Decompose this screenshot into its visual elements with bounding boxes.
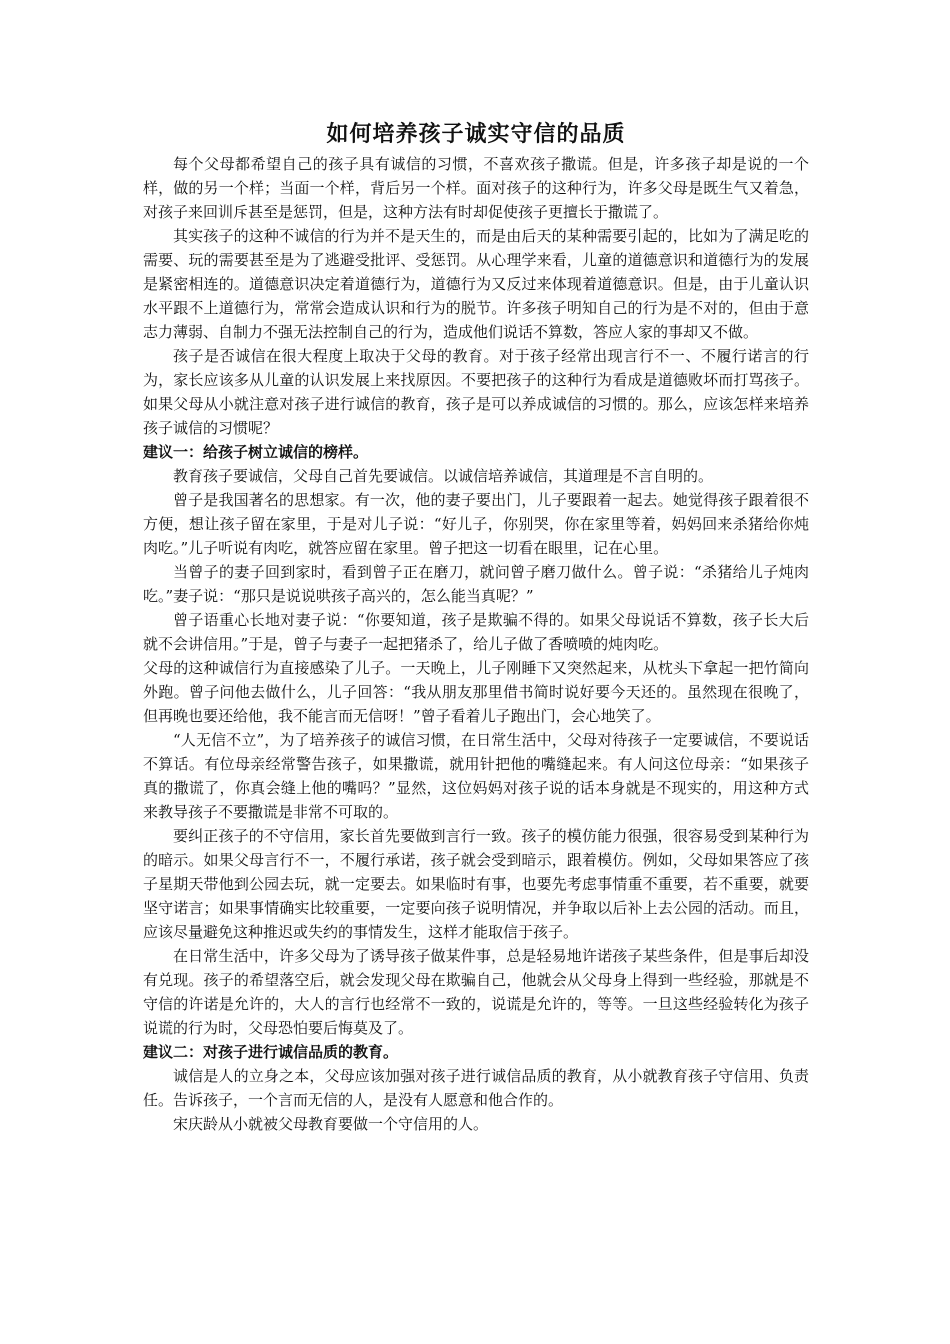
section-2-heading: 建议二：对孩子进行诚信品质的教育。: [143, 1043, 399, 1061]
intro-paragraph-1: 每个父母都希望自己的孩子具有诚信的习惯，不喜欢孩子撒谎。但是，许多孩子却是说的一个样，做的另一个样；当面一个样，背后另一个样。面对孩子的这种行为，许多父母是既生气又着急，对孩子来回训斥甚至是惩罚，但是，这种方法有时却促使孩子更擅长于撒谎了。: [143, 155, 809, 221]
section-1-paragraph-7: 要纠正孩子的不守信用，家长首先要做到言行一致。孩子的模仿能力很强，很容易受到某种行为的暗示。如果父母言行不一，不履行承诺，孩子就会受到暗示，跟着模仿。例如，父母如果答应了孩子星期天带他到公园去玩，就一定要去。如果临时有事，也要先考虑事情重不重要，若不重要，就要坚守诺言；如果事情确实比较重要，一定要向孩子说明情况，并争取以后补上去公园的活动。而且，应该尽量避免这种推迟或失约的事情发生，这样才能取信于孩子。: [143, 827, 809, 941]
section-1-paragraph-2: 曾子是我国著名的思想家。有一次，他的妻子要出门，儿子要跟着一起去。她觉得孩子跟着很不方便，想让孩子留在家里，于是对儿子说：“好儿子，你别哭，你在家里等着，妈妈回来杀猪给你炖肉吃。”儿子听说有肉吃，就答应留在家里。曾子把这一切看在眼里，记在心里。: [143, 491, 809, 557]
section-2-paragraph-1: 诚信是人的立身之本，父母应该加强对孩子进行诚信品质的教育，从小就教育孩子守信用、负责任。告诉孩子，一个言而无信的人，是没有人愿意和他合作的。: [143, 1067, 809, 1109]
section-1-paragraph-8: 在日常生活中，许多父母为了诱导孩子做某件事，总是轻易地许诺孩子某些条件，但是事后却没有兑现。孩子的希望落空后，就会发现父母在欺骗自己，他就会从父母身上得到一些经验，那就是不守信的许诺是允许的，大人的言行也经常不一致的，说谎是允许的，等等。一旦这些经验转化为孩子说谎的行为时，父母恐怕要后悔莫及了。: [143, 947, 809, 1037]
section-1-paragraph-4: 曾子语重心长地对妻子说：“你要知道，孩子是欺骗不得的。如果父母说话不算数，孩子长大后就不会讲信用。”于是，曾子与妻子一起把猪杀了，给儿子做了香喷喷的炖肉吃。: [143, 611, 809, 653]
section-1-paragraph-6: “人无信不立”，为了培养孩子的诚信习惯，在日常生活中，父母对待孩子一定要诚信，不要说话不算话。有位母亲经常警告孩子，如果撒谎，就用针把他的嘴缝起来。有人问这位母亲：“如果孩子真的撒谎了，你真会缝上他的嘴吗？”显然，这位妈妈对孩子说的话本身就是不现实的，用这种方式来教导孩子不要撒谎是非常不可取的。: [143, 731, 809, 821]
section-2-paragraph-2: 宋庆龄从小就被父母教育要做一个守信用的人。: [173, 1115, 489, 1133]
section-1-paragraph-5: 父母的这种诚信行为直接感染了儿子。一天晚上，儿子刚睡下又突然起来，从枕头下拿起一把竹简向外跑。曾子问他去做什么，儿子回答：“我从朋友那里借书简时说好要今天还的。虽然现在很晚了，但再晚也要还给他，我不能言而无信呀！”曾子看着儿子跑出门，会心地笑了。: [143, 659, 809, 725]
section-1-paragraph-3: 当曾子的妻子回到家时，看到曾子正在磨刀，就问曾子磨刀做什么。曾子说：“杀猪给儿子炖肉吃。”妻子说：“那只是说说哄孩子高兴的，怎么能当真呢？”: [143, 563, 809, 605]
section-1-heading: 建议一：给孩子树立诚信的榜样。: [143, 443, 369, 461]
intro-paragraph-2: 其实孩子的这种不诚信的行为并不是天生的，而是由后天的某种需要引起的，比如为了满足吃的需要、玩的需要甚至是为了逃避受批评、受惩罚。从心理学来看，儿童的道德意识和道德行为的发展是紧密相连的。道德意识决定着道德行为，道德行为又反过来体现着道德意识。但是，由于儿童认识水平跟不上道德行为，常常会造成认识和行为的脱节。许多孩子明知自己的行为是不对的，但由于意志力薄弱、自制力不强无法控制自己的行为，造成他们说话不算数，答应人家的事却又不做。: [143, 227, 809, 341]
section-1-paragraph-1: 教育孩子要诚信，父母自己首先要诚信。以诚信培养诚信，其道理是不言自明的。: [173, 467, 714, 485]
document-page: [143, 120, 809, 1136]
document-title: 如何培养孩子诚实守信的品质: [326, 122, 626, 147]
intro-paragraph-3: 孩子是否诚信在很大程度上取决于父母的教育。对于孩子经常出现言行不一、不履行诺言的行为，家长应该多从儿童的认识发展上来找原因。不要把孩子的这种行为看成是道德败坏而打骂孩子。如果父母从小就注意对孩子进行诚信的教育，孩子是可以养成诚信的习惯的。那么，应该怎样来培养孩子诚信的习惯呢？: [143, 347, 809, 437]
